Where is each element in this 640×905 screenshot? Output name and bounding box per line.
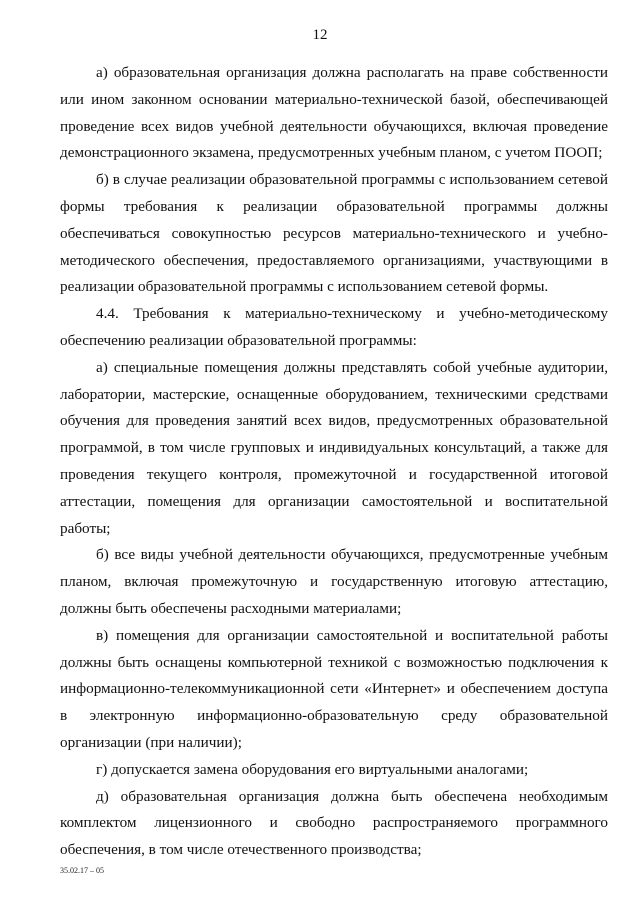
footer-document-code: 35.02.17 – 05	[60, 866, 104, 875]
paragraph-d-licensed-software: д) образовательная организация должна быть обеспечена необходимым комплектом лицензионного и свободно распространяемого программного обеспечения, в том числе отечественного производства;	[60, 787, 608, 859]
paragraph-b-network-form: б) в случае реализации образовательной программы с использованием сетевой формы требования к реализации образовательной программы должны обеспечиваться совокупностью ресурсов материально-технического и учебно-методического обеспечения, предоставляемого организациями, участвующими в реализации образовательной программы с использованием сетевой формы.	[60, 171, 608, 296]
section-4-4-heading: 4.4. Требования к материально-техническому и учебно-методическому обеспечению реализации образовательной программы:	[60, 305, 608, 349]
paragraph-v-computer-equipment: в) помещения для организации самостоятельной и воспитательной работы должны быть оснащены компьютерной техникой с возможностью подключения к информационно-телекоммуникационной сети «Интернет» и обеспечением доступа в электронную информационно-образовательную среду образовательной организации (при наличии);	[60, 626, 608, 751]
document-body	[60, 60, 608, 864]
paragraph-a-special-rooms: а) специальные помещения должны представлять собой учебные аудитории, лаборатории, мастерские, оснащенные оборудованием, техническими средствами обучения для проведения занятий всех видов, предусмотренных образовательной программой, в том числе групповых и индивидуальных консультаций, а также для проведения текущего контроля, промежуточной и государственной итоговой аттестации, помещения для организации самостоятельной и воспитательной работы;	[60, 358, 608, 537]
paragraph-b-consumables: б) все виды учебной деятельности обучающихся, предусмотренные учебным планом, включая промежуточную и государственную итоговую аттестацию, должны быть обеспечены расходными материалами;	[60, 546, 608, 617]
page-number: 12	[312, 27, 328, 43]
paragraph-g-virtual-analogs: г) допускается замена оборудования его виртуальными аналогами;	[96, 760, 529, 778]
paragraph-a-material-base: а) образовательная организация должна располагать на праве собственности или ином законном основании материально-технической базой, обеспечивающей проведение всех видов учебной деятельности обучающихся, включая проведение демонстрационного экзамена, предусмотренных учебным планом, с учетом ПООП;	[60, 64, 608, 162]
